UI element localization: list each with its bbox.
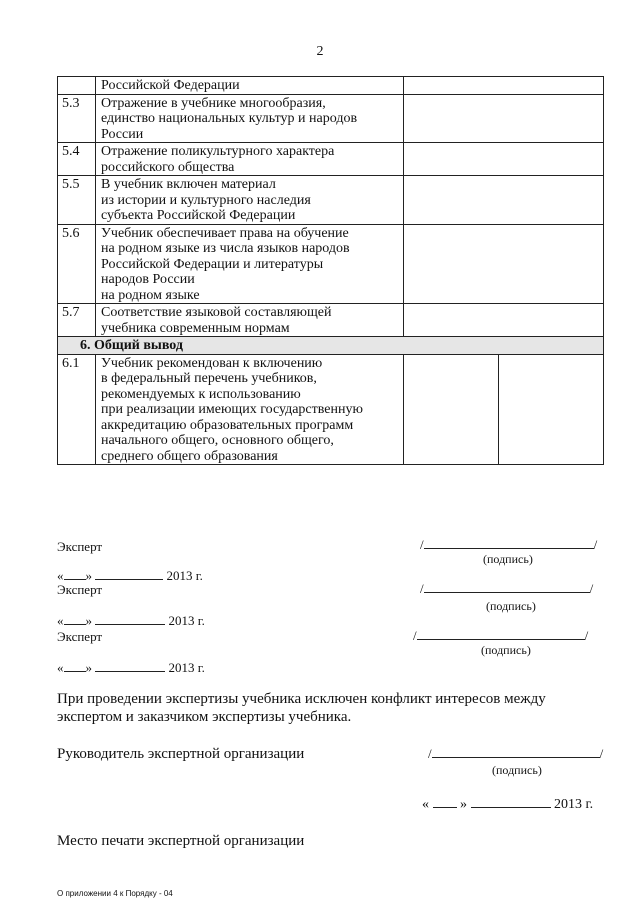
row-number: 5.7 [58,304,96,337]
row-rating-cell [404,176,604,225]
table-row [58,77,604,95]
row-text: Российской Федерации [96,77,404,95]
head-label: Руководитель экспертной организации [57,746,305,762]
row-number: 5.5 [58,176,96,225]
expert-label: Эксперт [57,582,103,597]
row-no-cell [499,354,604,465]
signature-line: / / [420,581,594,596]
page-number: 2 [316,44,324,59]
expert-label: Эксперт [57,539,103,554]
row-rating-cell [404,304,604,337]
conflict-statement: При проведении экспертизы учебника исключен конфликт интересов между экспертом и заказчиком экспертизы учебника. [57,691,546,725]
row-text: Соответствие языковой составляющей учебника современным нормам [96,304,404,337]
signature-caption: (подпись) [481,643,531,657]
row-text: Отражение поликультурного характера российского общества [96,143,404,176]
table-row [58,143,604,176]
row-number: 5.6 [58,224,96,304]
table-row [58,354,604,465]
signature-line: / / [413,628,589,643]
signature-line: / / [420,537,598,552]
signature-line: / / [428,746,604,761]
row-rating-cell [404,77,604,95]
row-rating-cell [404,143,604,176]
row-number [58,77,96,95]
table-row [58,94,604,143]
row-rating-cell [404,94,604,143]
row-text: Учебник обеспечивает права на обучение на родном языке из числа языков народов Российской Федерации и литературы народов России на родном языке [96,224,404,304]
table-row [58,304,604,337]
table-row [58,224,604,304]
section-header-row [58,337,604,355]
row-number: 5.4 [58,143,96,176]
row-text: Учебник рекомендован к включению в федеральный перечень учебников, рекомендуемых к использованию при реализации имеющих государственную аккредитацию образовательных программ начального общего, основного общего, среднего общего образования [96,354,404,465]
row-number: 5.3 [58,94,96,143]
signature-caption: (подпись) [486,599,536,613]
date-line: « » 2013 г. [57,568,203,583]
seal-label: Место печати экспертной организации [57,833,305,849]
row-yes-cell [404,354,499,465]
section-title: 6. Общий вывод [58,337,604,355]
row-text: В учебник включен материал из истории и культурного наследия субъекта Российской Федерации [96,176,404,225]
expert-label: Эксперт [57,629,103,644]
signature-caption: (подпись) [492,763,542,777]
date-line: « » 2013 г. [57,660,205,675]
evaluation-table [57,76,604,465]
date-line: « » 2013 г. [422,797,594,812]
table-row [58,176,604,225]
date-line: « » 2013 г. [57,613,205,628]
footer-note: О приложении 4 к Порядку - 04 [57,889,173,898]
row-rating-cell [404,224,604,304]
signature-caption: (подпись) [483,552,533,566]
row-number: 6.1 [58,354,96,465]
row-text: Отражение в учебнике многообразия, единство национальных культур и народов России [96,94,404,143]
